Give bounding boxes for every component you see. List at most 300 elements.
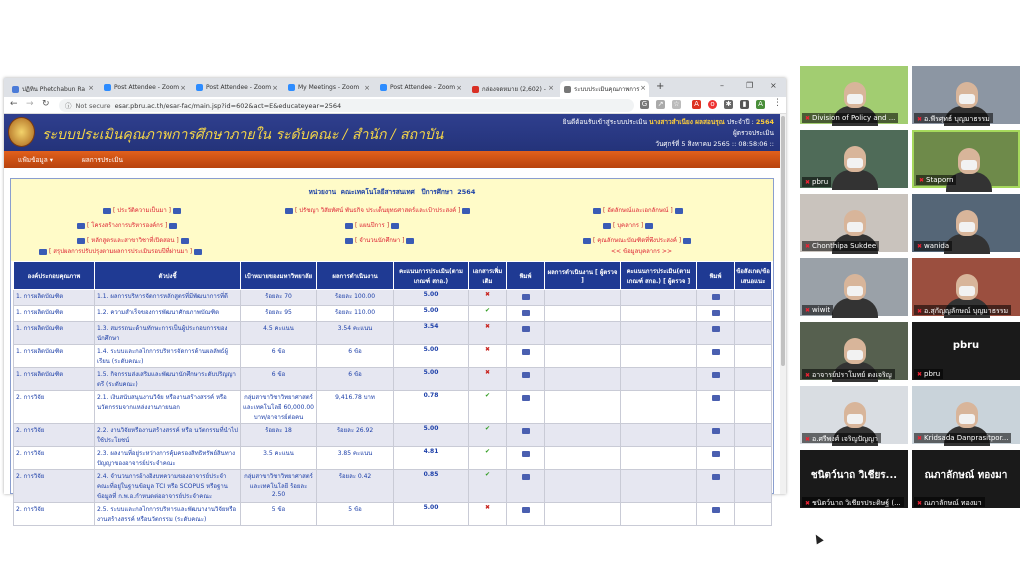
document-icon <box>181 238 189 244</box>
participant-tile[interactable] <box>912 66 1020 124</box>
participant-tile[interactable] <box>800 258 908 316</box>
attachment-status-cell <box>469 447 507 470</box>
unit-link[interactable] <box>343 220 401 230</box>
muted-mic-icon: ✖ <box>805 243 811 250</box>
bracket-open: [ <box>613 222 618 229</box>
check-icon[interactable]: ✔ <box>484 307 491 314</box>
print-icon[interactable] <box>712 428 720 434</box>
page-scrollbar[interactable] <box>780 114 786 494</box>
menu-file-label: แฟ้มข้อมูล <box>18 156 48 164</box>
tab-favicon-icon <box>564 86 571 93</box>
muted-mic-icon: ✖ <box>917 308 923 315</box>
reviewer-score-cell <box>621 391 697 424</box>
result-cell: ร้อยละ 26.92 <box>317 424 394 447</box>
participant-display-name: pbru <box>952 340 980 351</box>
bracket-close: ] <box>166 207 172 214</box>
reviewer-result-cell <box>545 447 621 470</box>
target-cell: 3.5 คะแนน <box>241 447 317 470</box>
participant-tile[interactable] <box>912 386 1020 444</box>
score-cell: 5.00 <box>394 290 469 306</box>
muted-mic-icon: ✖ <box>917 435 923 442</box>
table-header: พิมพ์ <box>697 262 735 290</box>
participant-tile[interactable] <box>912 130 1020 188</box>
table-row <box>14 424 772 447</box>
table-row <box>14 503 772 526</box>
participant-name <box>802 113 898 123</box>
comment-cell <box>735 345 772 368</box>
reviewer-score-cell <box>621 368 697 391</box>
print-cell <box>507 368 545 391</box>
reviewer-score-cell <box>621 503 697 526</box>
unit-link[interactable] <box>591 205 685 215</box>
reviewer-result-cell <box>545 503 621 526</box>
print-icon[interactable] <box>712 372 720 378</box>
table-row <box>14 322 772 345</box>
document-icon <box>593 208 601 214</box>
participant-name-label: pbru <box>812 178 829 186</box>
url-input[interactable] <box>59 99 634 112</box>
cross-icon[interactable]: ✖ <box>484 504 491 511</box>
print-icon[interactable] <box>522 474 530 480</box>
participant-name <box>802 177 831 187</box>
target-cell: ร้อยละ 70 <box>241 290 317 306</box>
reviewer-result-cell <box>545 424 621 447</box>
table-header: องค์ประกอบคุณภาพ <box>14 262 95 290</box>
comment-cell <box>735 470 772 503</box>
bracket-open: [ <box>87 222 92 229</box>
print-cell <box>697 290 735 306</box>
forward-icon[interactable]: → <box>26 99 34 109</box>
attachment-status-cell <box>469 306 507 322</box>
share-icon[interactable]: ↗ <box>657 100 664 108</box>
unit-link[interactable] <box>601 220 655 230</box>
main-menu <box>4 151 780 168</box>
print-cell <box>507 345 545 368</box>
indicator-cell: 1.1. ผลการบริหารจัดการหลักสูตรที่มีพัฒนาการที่ดี <box>95 290 241 306</box>
participant-tile[interactable] <box>912 194 1020 252</box>
participant-name <box>914 369 943 379</box>
face-mask <box>959 222 975 232</box>
tab-strip <box>4 78 786 97</box>
attachment-status-cell <box>469 322 507 345</box>
score-cell: 5.00 <box>394 503 469 526</box>
face-mask <box>847 286 863 296</box>
muted-mic-icon: ✖ <box>805 500 811 507</box>
result-cell: 5 ข้อ <box>317 503 394 526</box>
document-icon <box>169 223 177 229</box>
welcome-label: ยินดีต้อนรับเข้าสู่ระบบประเมิน <box>562 118 648 126</box>
bracket-close: ] <box>676 237 682 244</box>
welcome-info <box>563 117 774 127</box>
browser-tab[interactable] <box>284 81 373 97</box>
unit-link[interactable] <box>75 235 191 245</box>
muted-mic-icon: ✖ <box>917 243 923 250</box>
result-cell: 3.54 คะแนน <box>317 322 394 345</box>
role-label: ผู้ตรวจประเมิน <box>732 129 774 137</box>
face-mask <box>847 350 863 360</box>
document-icon <box>194 249 202 255</box>
target-cell: กลุ่มสาขาวิชาวิทยาศาสตร์และเทคโนโลยี 60,000.00 บาท/อาจารย์ต่อคน <box>241 391 317 424</box>
browser-window <box>4 78 786 523</box>
menu-file[interactable] <box>18 155 53 165</box>
print-icon[interactable] <box>522 349 530 355</box>
print-cell <box>697 470 735 503</box>
bookmark-star-icon[interactable]: ☆ <box>673 100 680 108</box>
site-title: ระบบประเมินคุณภาพการศึกษาภายใน ระดับคณะ / สำนัก / สถาบัน <box>42 127 444 143</box>
browser-tab[interactable] <box>468 81 557 97</box>
reviewer-result-cell <box>545 470 621 503</box>
participant-name-label: pbru <box>924 370 941 378</box>
print-cell <box>697 306 735 322</box>
print-icon[interactable] <box>712 507 720 513</box>
unit-link-label: จำนวนนักศึกษา <box>359 237 401 244</box>
print-icon[interactable] <box>712 474 720 480</box>
participant-tile[interactable] <box>800 130 908 188</box>
table-body <box>14 290 772 526</box>
indicator-cell: 1.2. ความสำเร็จของการพัฒนาศักยภาพบัณฑิต <box>95 306 241 322</box>
tab-favicon-icon <box>12 86 19 93</box>
bracket-close: ] <box>456 207 461 214</box>
face-mask <box>847 158 863 168</box>
score-cell: 5.00 <box>394 368 469 391</box>
tab-label: Post Attendee - Zoom <box>390 84 456 91</box>
table-header: เอกสารเพิ่มเติม <box>469 262 507 290</box>
participant-name-label: Division of Policy and ... <box>812 114 896 122</box>
result-cell: 6 ข้อ <box>317 345 394 368</box>
document-icon <box>345 223 353 229</box>
unit-link[interactable] <box>283 205 472 215</box>
target-cell: 6 ข้อ <box>241 368 317 391</box>
unit-link[interactable] <box>611 246 672 256</box>
participant-tile[interactable] <box>912 322 1020 380</box>
result-cell: ร้อยละ 100.00 <box>317 290 394 306</box>
tab-favicon-icon <box>196 84 203 91</box>
participant-tile[interactable] <box>800 450 908 508</box>
print-cell <box>507 447 545 470</box>
bracket-close: ] <box>174 237 179 244</box>
unit-link-label: อัตลักษณ์และเอกลักษณ์ <box>607 207 669 214</box>
table-row <box>14 470 772 503</box>
muted-mic-icon: ✖ <box>917 371 923 378</box>
table-row <box>14 306 772 322</box>
close-tab-icon[interactable]: × <box>88 84 94 92</box>
score-cell: 0.78 <box>394 391 469 424</box>
academic-year-label: ปีการศึกษา <box>421 188 453 196</box>
table-header-row <box>14 262 772 290</box>
close-tab-icon[interactable]: × <box>364 84 370 92</box>
print-icon[interactable] <box>522 372 530 378</box>
target-cell: กลุ่มสาขาวิชาวิทยาศาสตร์และเทคโนโลยี ร้อยละ 2.50 <box>241 470 317 503</box>
unit-name: คณะเทคโนโลยีสารสนเทศ <box>340 188 415 196</box>
indicator-cell: 2.5. ระบบและกลไกการบริหารและพัฒนางานวิจัยหรืองานสร้างสรรค์ หรือนวัตกรรม (ระดับคณะ) <box>95 503 241 526</box>
tab-label: My Meetings - Zoom <box>298 84 360 91</box>
tab-favicon-icon <box>288 84 295 91</box>
reload-icon[interactable]: ↻ <box>42 99 50 109</box>
print-icon[interactable] <box>522 395 530 401</box>
attachment-status-cell <box>469 345 507 368</box>
reviewer-score-cell <box>621 345 697 368</box>
print-icon[interactable] <box>712 451 720 457</box>
reviewer-score-cell <box>621 322 697 345</box>
print-icon[interactable] <box>522 294 530 300</box>
muted-mic-icon: ✖ <box>805 115 811 122</box>
result-cell: ร้อยละ 0.42 <box>317 470 394 503</box>
muted-mic-icon: ✖ <box>919 177 925 184</box>
print-icon[interactable] <box>522 326 530 332</box>
document-icon <box>77 223 85 229</box>
attachment-status-cell <box>469 391 507 424</box>
profile-avatar-icon[interactable]: A <box>756 100 765 109</box>
bracket-open: [ <box>593 237 598 244</box>
table-header: คะแนนการประเมิน(ตามเกณฑ์ สกอ.) <box>394 262 469 290</box>
browser-tab[interactable] <box>376 81 465 97</box>
print-icon[interactable] <box>522 507 530 513</box>
participant-tile[interactable] <box>912 258 1020 316</box>
table-header: คะแนนการประเมิน(ตามเกณฑ์ สกอ.) [ ผู้ตรวจ ] <box>621 262 697 290</box>
document-icon <box>675 208 683 214</box>
face-mask <box>959 414 975 424</box>
back-icon[interactable]: ← <box>10 99 18 109</box>
document-icon <box>391 223 399 229</box>
document-icon <box>603 223 611 229</box>
extensions-puzzle-icon[interactable]: ✱ <box>725 100 732 108</box>
participant-name <box>802 369 895 379</box>
table-row <box>14 290 772 306</box>
unit-info-panel <box>11 179 773 261</box>
chevron-down-icon: ▾ <box>49 156 54 164</box>
bracket-close: ] <box>384 222 390 229</box>
print-icon[interactable] <box>712 349 720 355</box>
document-icon <box>645 223 653 229</box>
print-cell <box>507 424 545 447</box>
bracket-close: ] <box>668 207 673 214</box>
area-cell: 2. การวิจัย <box>14 503 95 526</box>
unit-link[interactable] <box>37 246 204 256</box>
cross-icon[interactable]: ✖ <box>484 369 491 376</box>
participant-tile[interactable] <box>800 386 908 444</box>
participant-tile[interactable] <box>800 194 908 252</box>
print-cell <box>507 470 545 503</box>
close-window-icon[interactable]: × <box>770 81 777 90</box>
reviewer-result-cell <box>545 391 621 424</box>
score-cell: 5.00 <box>394 424 469 447</box>
extension-icon[interactable]: o <box>708 100 717 109</box>
target-cell: 5 ข้อ <box>241 503 317 526</box>
unit-link-label: สรุปผลการปรับปรุงตามผลการประเมินรอบปีที่ผ่านมา <box>53 248 188 255</box>
muted-mic-icon: ✖ <box>805 436 811 443</box>
participant-name-label: Chonthipa Sukdee <box>812 242 877 250</box>
check-icon[interactable]: ✔ <box>484 471 491 478</box>
unit-link-label: << ข้อมูลบุคลากร >> <box>611 248 672 255</box>
browser-tab[interactable] <box>560 81 649 97</box>
participant-body <box>832 170 878 190</box>
cross-icon[interactable]: ✖ <box>484 323 491 330</box>
unit-link-label: โครงสร้างการบริหารองค์กร <box>91 222 164 229</box>
scroll-thumb[interactable] <box>781 116 785 366</box>
web-page <box>4 114 780 523</box>
comment-cell <box>735 290 772 306</box>
browser-tab[interactable] <box>100 81 189 97</box>
face-mask <box>847 94 863 104</box>
print-cell <box>697 322 735 345</box>
area-cell: 2. การวิจัย <box>14 470 95 503</box>
browser-tab[interactable] <box>8 81 97 97</box>
area-cell: 2. การวิจัย <box>14 424 95 447</box>
muted-mic-icon: ✖ <box>917 500 923 507</box>
url-text: esar.pbru.ac.th/esar-fac/main.jsp?id=602&act=E&educateyear=2564 <box>114 102 342 110</box>
translate-icon[interactable]: G <box>641 100 648 108</box>
print-cell <box>697 345 735 368</box>
participant-name-label: อ.ศรีพงศ์ เจริญปัญญา <box>812 435 878 443</box>
unit-link[interactable] <box>343 235 416 245</box>
print-icon[interactable] <box>522 428 530 434</box>
result-cell: 3.85 คะแนน <box>317 447 394 470</box>
sidebar-icon[interactable]: ▮ <box>740 100 749 109</box>
pdf-extension-icon[interactable]: A <box>692 100 701 109</box>
participant-name <box>802 433 881 443</box>
print-icon[interactable] <box>712 294 720 300</box>
participant-name <box>802 241 879 251</box>
attachment-status-cell <box>469 470 507 503</box>
muted-mic-icon: ✖ <box>805 307 811 314</box>
indicator-cell: 2.1. เงินสนับสนุนงานวิจัย หรืองานสร้างสรรค์ หรือนวัตกรรมจากแหล่งงานภายนอก <box>95 391 241 424</box>
tab-favicon-icon <box>104 84 111 91</box>
close-tab-icon[interactable]: × <box>180 84 186 92</box>
print-cell <box>697 424 735 447</box>
participant-tile[interactable] <box>800 322 908 380</box>
bracket-close: ] <box>638 222 644 229</box>
close-tab-icon[interactable]: × <box>548 84 554 92</box>
browser-tab[interactable] <box>192 81 281 97</box>
tab-label: Post Attendee - Zoom <box>114 84 180 91</box>
participant-tile[interactable] <box>912 450 1020 508</box>
reviewer-score-cell <box>621 424 697 447</box>
academic-year-value: 2564 <box>457 188 476 196</box>
participant-name <box>914 241 952 251</box>
participant-name-label: wanida <box>924 242 950 250</box>
university-logo <box>8 117 35 147</box>
comment-cell <box>735 368 772 391</box>
document-icon <box>462 208 470 214</box>
participant-name-label: อาจารย์ปราโมทย์ ดงเจริญ <box>812 371 892 379</box>
content-panel <box>10 178 774 523</box>
print-icon[interactable] <box>522 451 530 457</box>
print-icon[interactable] <box>712 395 720 401</box>
zoom-gallery <box>796 62 1024 514</box>
cross-icon[interactable]: ✖ <box>484 346 491 353</box>
muted-mic-icon: ✖ <box>805 372 811 379</box>
comment-cell <box>735 503 772 526</box>
new-tab-button[interactable]: + <box>656 81 665 92</box>
face-mask <box>847 414 863 424</box>
print-cell <box>697 447 735 470</box>
table-header: ตัวบ่งชี้ <box>95 262 241 290</box>
close-tab-icon[interactable]: × <box>640 84 646 92</box>
year-label: ประจำปี : <box>726 118 754 126</box>
indicator-cell: 2.2. งานวิจัยหรืองานสร้างสรรค์ หรือ นวัตกรรมที่นำไปใช้ประโยชน์ <box>95 424 241 447</box>
not-secure-icon: ⓘ <box>65 102 72 110</box>
participant-display-name: ณภาลักษณ์ ทองมา <box>924 470 1008 481</box>
participant-name <box>914 305 1011 315</box>
menu-results[interactable]: ผลการประเมิน <box>82 156 123 164</box>
participant-display-name: ชนิตว์นาถ วิเชียร... <box>810 470 898 481</box>
reviewer-score-cell <box>621 306 697 322</box>
comment-cell <box>735 447 772 470</box>
bracket-open: [ <box>295 207 300 214</box>
target-cell: ร้อยละ 95 <box>241 306 317 322</box>
table-header: เป้าหมายของมหาวิทยาลัย <box>241 262 317 290</box>
comment-cell <box>735 306 772 322</box>
unit-link-label: แผนปีการ <box>359 222 385 229</box>
participant-name-label: wiwit <box>812 306 831 314</box>
print-cell <box>507 306 545 322</box>
participant-name-label: Kridsada Danprasitpor... <box>924 434 1009 442</box>
unit-link-label: บุคลากร <box>617 222 639 229</box>
unit-link-label: คุณลักษณะบัณฑิตที่พึงประสงค์ <box>597 237 677 244</box>
result-cell: 9,416.78 บาท <box>317 391 394 424</box>
comment-cell <box>735 391 772 424</box>
cross-icon[interactable]: ✖ <box>484 291 491 298</box>
year-value: 2564 <box>755 118 774 126</box>
close-tab-icon[interactable]: × <box>272 84 278 92</box>
unit-link[interactable] <box>75 220 179 230</box>
participant-name-label: ชนิตว์นาถ วิเชียรประดิษฐ์ (... <box>812 499 901 507</box>
indicator-cell: 2.3. ผลงานที่อยู่ระหว่างการคุ้มครองสิทธิทรัพย์สินทางปัญญาของอาจารย์ประจำคณะ <box>95 447 241 470</box>
maximize-window-icon[interactable]: ❐ <box>746 81 754 90</box>
bracket-open: [ <box>355 237 360 244</box>
unit-link-label: ประวัติความเป็นมา <box>117 207 167 214</box>
unit-label: หน่วยงาน <box>308 188 337 196</box>
area-cell: 1. การผลิตบัณฑิต <box>14 290 95 306</box>
reviewer-result-cell <box>545 368 621 391</box>
mouse-cursor-icon <box>812 533 823 545</box>
user-name: นางสาวสำเนียง ผลสอนรุณ <box>649 118 725 126</box>
print-cell <box>697 503 735 526</box>
muted-mic-icon: ✖ <box>917 116 923 123</box>
tab-label: Post Attendee - Zoom <box>206 84 272 91</box>
participant-tile[interactable] <box>800 66 908 124</box>
comment-cell <box>735 322 772 345</box>
check-icon[interactable]: ✔ <box>484 448 491 455</box>
print-icon[interactable] <box>522 310 530 316</box>
comment-cell <box>735 424 772 447</box>
score-cell: 0.85 <box>394 470 469 503</box>
tab-favicon-icon <box>380 84 387 91</box>
participant-name <box>914 433 1011 443</box>
attachment-status-cell <box>469 290 507 306</box>
print-icon[interactable] <box>712 326 720 332</box>
unit-link[interactable] <box>101 205 183 215</box>
face-mask <box>959 286 975 296</box>
reviewer-result-cell <box>545 306 621 322</box>
area-cell: 2. การวิจัย <box>14 391 95 424</box>
unit-link[interactable] <box>581 235 693 245</box>
print-icon[interactable] <box>712 310 720 316</box>
participant-name-label: อ.พีรศุทธ์ บุญมาธรรม <box>924 115 990 123</box>
score-cell: 4.81 <box>394 447 469 470</box>
minimize-window-icon[interactable]: – <box>720 81 724 90</box>
participant-name-label: Staporn <box>926 176 954 184</box>
table-row <box>14 368 772 391</box>
attachment-status-cell <box>469 503 507 526</box>
result-cell: ร้อยละ 110.00 <box>317 306 394 322</box>
area-cell: 1. การผลิตบัณฑิต <box>14 322 95 345</box>
browser-menu-icon[interactable]: ⋮ <box>773 98 782 108</box>
document-icon <box>173 208 181 214</box>
check-icon[interactable]: ✔ <box>484 392 491 399</box>
check-icon[interactable]: ✔ <box>484 425 491 432</box>
close-tab-icon[interactable]: × <box>456 84 462 92</box>
